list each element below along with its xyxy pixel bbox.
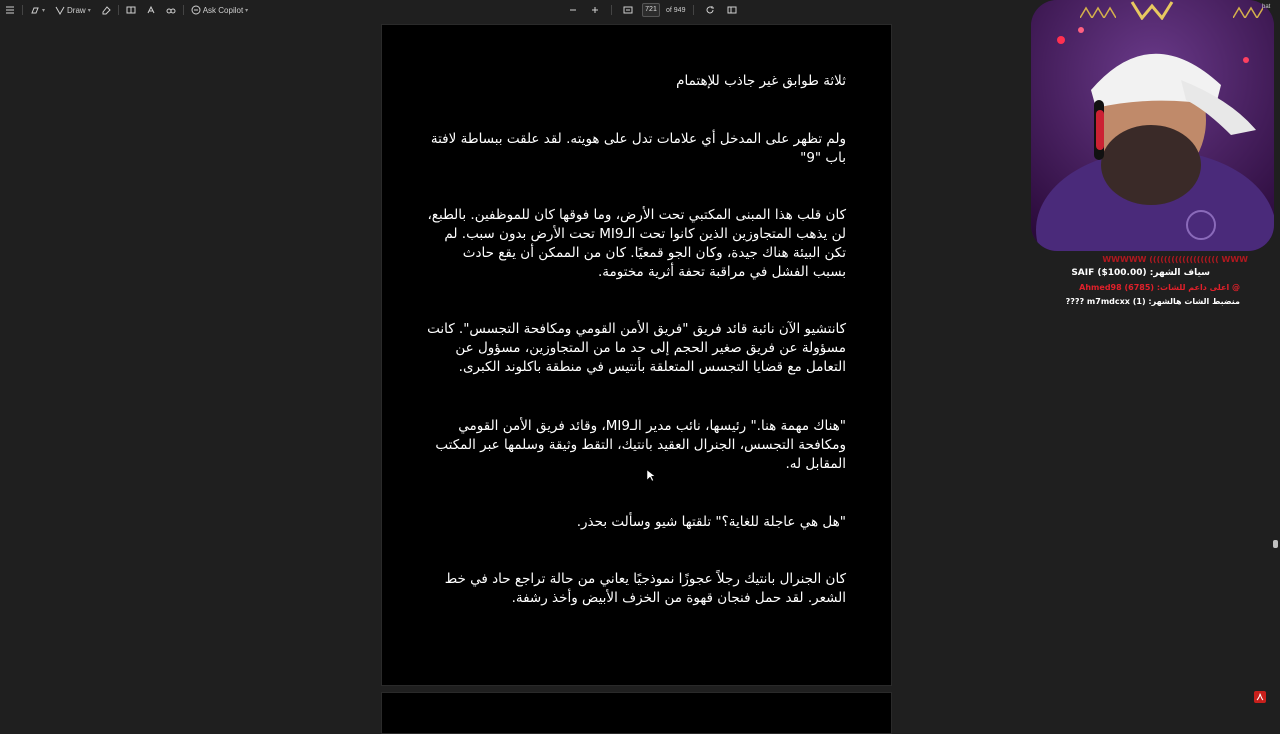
highlighter-icon bbox=[30, 5, 40, 15]
rotate-icon bbox=[705, 5, 715, 15]
chevron-down-icon: ▾ bbox=[245, 7, 249, 14]
overlay-deco-icon bbox=[1080, 6, 1116, 18]
overlay-supporter-of-month: سياف الشهر: SAIF ($100.00) bbox=[1071, 268, 1210, 278]
erase-button[interactable] bbox=[96, 0, 116, 20]
translate-button[interactable] bbox=[161, 0, 181, 20]
view-button[interactable] bbox=[121, 0, 141, 20]
page-total: of 949 bbox=[666, 6, 686, 14]
list-icon bbox=[5, 5, 15, 15]
copilot-icon bbox=[191, 5, 201, 15]
zoom-in-button[interactable] bbox=[587, 0, 603, 20]
webcam-image bbox=[1031, 0, 1274, 251]
toolbar-divider bbox=[183, 5, 184, 15]
eraser-icon bbox=[101, 5, 111, 15]
paragraph: كانتشيو الآن نائبة قائد فريق "فريق الأمن القومي ومكافحة التجسس". كانت مسؤولة عن فريق صغير الحجم إلى حد ما من المتجاوزين، مسؤول عن التعامل مع قضايا التجسس المتعلقة بأنتيس في منطقة باكلوند الكبرى. bbox=[427, 321, 846, 375]
copilot-label: Ask Copilot bbox=[202, 5, 244, 15]
translate-icon bbox=[166, 5, 176, 15]
scrollbar-thumb[interactable] bbox=[1273, 540, 1278, 548]
toolbar-divider bbox=[118, 5, 119, 15]
toolbar-divider bbox=[611, 5, 612, 15]
corner-label: bat bbox=[1262, 4, 1271, 10]
page-navigation bbox=[565, 0, 740, 20]
document-page bbox=[381, 24, 892, 686]
zoom-out-button[interactable] bbox=[565, 0, 581, 20]
rotate-button[interactable] bbox=[702, 0, 718, 20]
draw-label: Draw bbox=[67, 5, 86, 15]
page-number-input[interactable] bbox=[642, 3, 660, 17]
paragraph: "هل هي عاجلة للغاية؟" تلقتها شيو وسألت بحذر. bbox=[576, 514, 846, 530]
overlay-top-supporter: @ اعلى داعم للشات: Ahmed98 (6785) bbox=[1079, 283, 1240, 292]
highlight-button[interactable] bbox=[25, 0, 50, 20]
toolbar-divider bbox=[693, 5, 694, 15]
toolbar-divider bbox=[22, 5, 23, 15]
paragraph: كان قلب هذا المبنى المكتبي تحت الأرض، وما فوقها كان للموظفين. بالطبع، لن يذهب المتجاوزين الذين كانوا تحت الـMI9 تحت الأرض بدون سبب. لم تكن البيئة هناك جيدة، وكان الجو قمعيًا. كان من الممكن أن يقع حادث بسبب الفشل في مراقبة تحفة أثرية مختومة. bbox=[427, 207, 846, 280]
overlay-marquee: WWWWW ((((((((((((((((((( WWW bbox=[1102, 255, 1248, 264]
overlay-chat-moderator: منضبط الشات هالشهر: m7mdcxx (1) ???? bbox=[1065, 297, 1240, 306]
paragraph: "هناك مهمة هنا." رئيسها، نائب مدير الـMI9، وقائد فريق الأمن القومي ومكافحة التجسس، الجنرال العقيد بانتيك، التقط وثيقة وسلمها عبر المكتب المقابل له. bbox=[435, 418, 846, 472]
ask-copilot-button[interactable] bbox=[186, 0, 253, 20]
overlay-deco-icon bbox=[1233, 6, 1263, 18]
mouse-cursor-icon bbox=[647, 470, 655, 482]
minus-icon bbox=[568, 5, 578, 15]
pen-icon bbox=[55, 5, 65, 15]
book-icon bbox=[727, 5, 737, 15]
plus-icon bbox=[590, 5, 600, 15]
webcam-overlay bbox=[1031, 0, 1274, 251]
contents-button[interactable] bbox=[0, 0, 20, 20]
paragraph: ولم تظهر على المدخل أي علامات تدل على هويته. لقد علقت ببساطة لافتة باب "9" bbox=[430, 131, 846, 166]
fit-width-icon bbox=[623, 5, 633, 15]
paragraph: ثلاثة طوابق غير جاذب للإهتمام bbox=[676, 73, 846, 89]
paragraph: كان الجنرال بانتيك رجلاً عجوزًا نموذجيًا يعاني من حالة تراجع حاد في خط الشعر. لقد حمل فنجان قهوة من الخزف الأبيض وأخذ رشفة. bbox=[444, 571, 846, 606]
chevron-down-icon: ▾ bbox=[42, 7, 46, 14]
acrobat-icon bbox=[1254, 691, 1266, 703]
page-view-icon bbox=[126, 5, 136, 15]
read-aloud-icon bbox=[146, 5, 156, 15]
draw-button[interactable] bbox=[50, 0, 96, 20]
fit-page-button[interactable] bbox=[620, 0, 636, 20]
two-page-view-button[interactable] bbox=[724, 0, 740, 20]
read-aloud-button[interactable] bbox=[141, 0, 161, 20]
crown-icon bbox=[1130, 0, 1174, 20]
chevron-down-icon: ▾ bbox=[87, 7, 91, 14]
next-document-page bbox=[381, 692, 892, 734]
